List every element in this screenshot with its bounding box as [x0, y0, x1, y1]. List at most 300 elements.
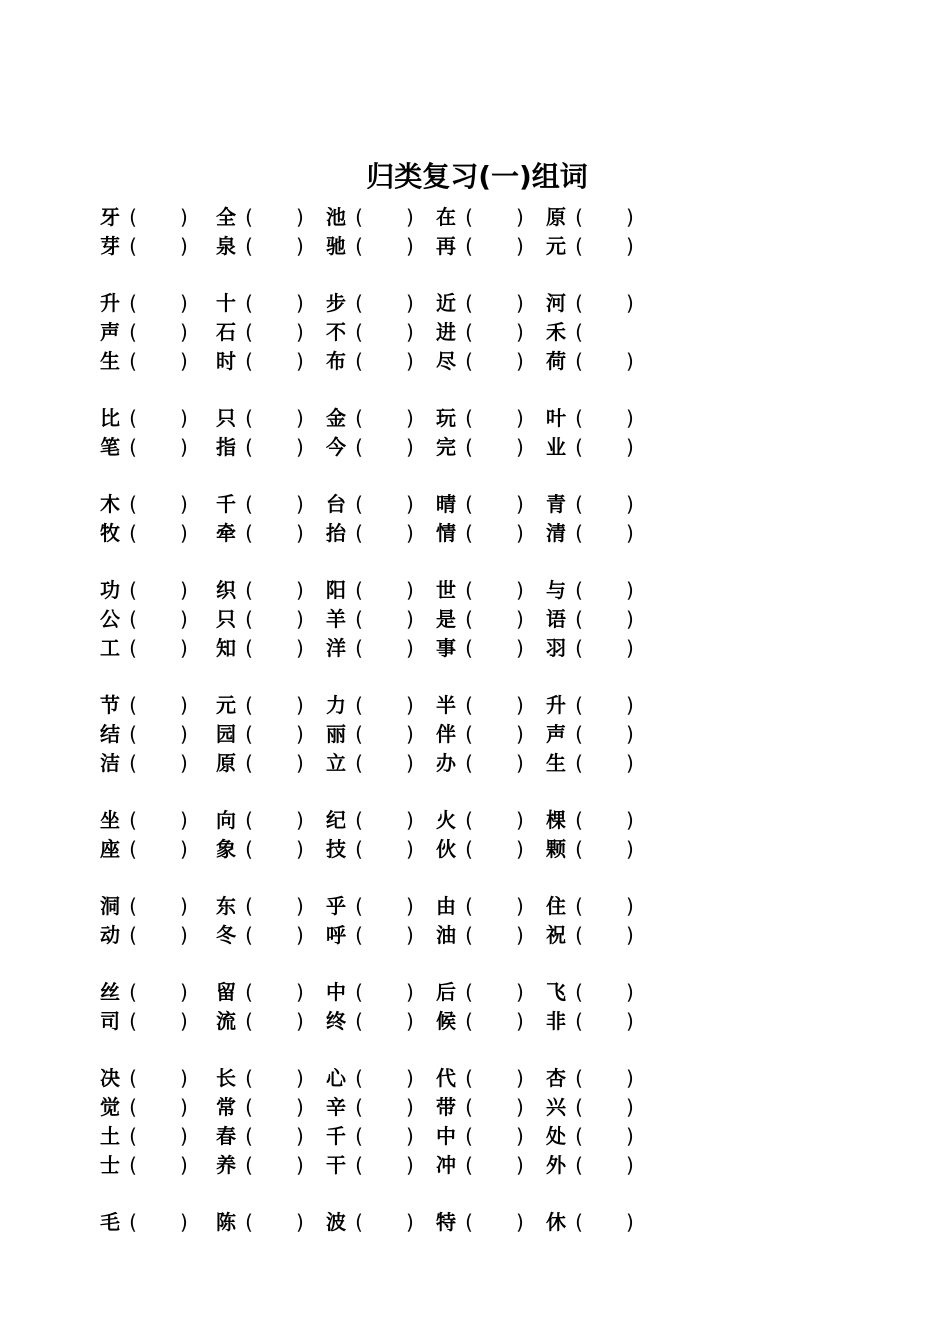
word-blank-item	[100, 347, 188, 376]
close-paren: )	[626, 1066, 634, 1090]
open-paren: (	[245, 205, 253, 229]
word-blank-item	[216, 691, 304, 720]
open-paren: (	[575, 291, 583, 315]
open-paren: (	[129, 205, 137, 229]
word-blank-item	[436, 490, 524, 519]
open-paren: (	[355, 923, 363, 947]
close-paren: )	[516, 693, 524, 717]
character: 指	[216, 435, 236, 459]
character: 生	[546, 751, 566, 775]
open-paren: (	[355, 521, 363, 545]
word-blank-item	[436, 433, 524, 462]
character: 世	[436, 578, 456, 602]
open-paren: (	[465, 521, 473, 545]
character: 象	[216, 837, 236, 861]
word-blank-item	[100, 634, 188, 663]
character: 尽	[436, 349, 456, 373]
word-blank-item	[216, 749, 304, 778]
close-paren: )	[626, 578, 634, 602]
character: 金	[326, 406, 346, 430]
open-paren: (	[575, 1153, 583, 1177]
word-blank-item	[546, 921, 634, 950]
open-paren: (	[465, 1066, 473, 1090]
open-paren: (	[575, 492, 583, 516]
character: 禾	[546, 320, 566, 344]
character: 常	[216, 1095, 236, 1119]
character: 司	[100, 1009, 120, 1033]
character: 全	[216, 205, 236, 229]
character: 元	[546, 234, 566, 258]
open-paren: (	[355, 1153, 363, 1177]
word-blank-item	[100, 921, 188, 950]
word-blank-item	[326, 634, 414, 663]
character: 向	[216, 808, 236, 832]
close-paren: )	[626, 722, 634, 746]
character: 东	[216, 894, 236, 918]
open-paren: (	[129, 1210, 137, 1234]
close-paren: )	[406, 578, 414, 602]
close-paren: )	[296, 1153, 304, 1177]
character: 工	[100, 636, 120, 660]
character: 代	[436, 1066, 456, 1090]
close-paren: )	[516, 205, 524, 229]
word-blank-item	[326, 720, 414, 749]
character: 再	[436, 234, 456, 258]
close-paren: )	[180, 234, 188, 258]
word-blank-item	[546, 691, 634, 720]
word-blank-item	[216, 576, 304, 605]
character: 士	[100, 1153, 120, 1177]
close-paren: )	[626, 406, 634, 430]
close-paren: )	[516, 980, 524, 1004]
open-paren: (	[355, 349, 363, 373]
close-paren: )	[516, 636, 524, 660]
character: 长	[216, 1066, 236, 1090]
open-paren: (	[575, 521, 583, 545]
word-blank-item	[546, 1208, 634, 1237]
open-paren: (	[129, 607, 137, 631]
character: 干	[326, 1153, 346, 1177]
character: 河	[546, 291, 566, 315]
close-paren: )	[406, 492, 414, 516]
page-title: 归类复习(一)组词	[366, 160, 588, 193]
open-paren: (	[465, 693, 473, 717]
character: 事	[436, 636, 456, 660]
close-paren: )	[406, 693, 414, 717]
character: 伴	[436, 722, 456, 746]
word-blank-item	[216, 835, 304, 864]
close-paren: )	[516, 1066, 524, 1090]
word-blank-item	[216, 921, 304, 950]
character: 候	[436, 1009, 456, 1033]
open-paren: (	[355, 808, 363, 832]
character: 半	[436, 693, 456, 717]
close-paren: )	[406, 1095, 414, 1119]
open-paren: (	[575, 693, 583, 717]
word-blank-item	[100, 404, 188, 433]
word-blank-item	[100, 1122, 188, 1151]
open-paren: (	[245, 1153, 253, 1177]
open-paren: (	[129, 722, 137, 746]
word-blank-item	[436, 605, 524, 634]
open-paren: (	[245, 1066, 253, 1090]
character: 台	[326, 492, 346, 516]
word-blank-item	[436, 232, 524, 261]
open-paren: (	[245, 492, 253, 516]
close-paren: )	[180, 923, 188, 947]
character: 洋	[326, 636, 346, 660]
character: 情	[436, 521, 456, 545]
character: 休	[546, 1210, 566, 1234]
open-paren: (	[129, 837, 137, 861]
close-paren: )	[180, 1095, 188, 1119]
open-paren: (	[465, 1009, 473, 1033]
close-paren: )	[626, 1009, 634, 1033]
word-blank-item	[546, 1064, 634, 1093]
close-paren: )	[180, 578, 188, 602]
character: 坐	[100, 808, 120, 832]
character: 羽	[546, 636, 566, 660]
close-paren: )	[296, 1095, 304, 1119]
open-paren: (	[129, 435, 137, 459]
word-blank-item	[436, 404, 524, 433]
word-blank-item	[326, 921, 414, 950]
close-paren: )	[406, 1066, 414, 1090]
word-blank-item	[216, 490, 304, 519]
close-paren: )	[180, 1153, 188, 1177]
character: 不	[326, 320, 346, 344]
character: 千	[216, 492, 236, 516]
open-paren: (	[355, 234, 363, 258]
open-paren: (	[355, 291, 363, 315]
open-paren: (	[575, 234, 583, 258]
character: 完	[436, 435, 456, 459]
open-paren: (	[465, 980, 473, 1004]
character: 功	[100, 578, 120, 602]
character: 生	[100, 349, 120, 373]
character: 声	[546, 722, 566, 746]
close-paren: )	[180, 521, 188, 545]
close-paren: )	[180, 320, 188, 344]
close-paren: )	[296, 291, 304, 315]
open-paren: (	[465, 320, 473, 344]
character: 十	[216, 291, 236, 315]
character: 节	[100, 693, 120, 717]
open-paren: (	[575, 980, 583, 1004]
character: 外	[546, 1153, 566, 1177]
word-blank-item	[326, 289, 414, 318]
open-paren: (	[129, 894, 137, 918]
word-blank-item	[326, 1093, 414, 1122]
word-blank-item	[100, 835, 188, 864]
word-blank-item	[436, 720, 524, 749]
open-paren: (	[575, 923, 583, 947]
open-paren: (	[245, 980, 253, 1004]
close-paren: )	[406, 1210, 414, 1234]
word-blank-item	[326, 490, 414, 519]
character: 非	[546, 1009, 566, 1033]
word-blank-item	[100, 978, 188, 1007]
open-paren: (	[355, 435, 363, 459]
character: 养	[216, 1153, 236, 1177]
open-paren: (	[355, 406, 363, 430]
open-paren: (	[245, 406, 253, 430]
open-paren: (	[129, 291, 137, 315]
word-blank-item	[216, 1208, 304, 1237]
word-blank-item	[216, 1122, 304, 1151]
character: 声	[100, 320, 120, 344]
word-blank-item	[326, 347, 414, 376]
close-paren: )	[626, 205, 634, 229]
open-paren: (	[575, 1095, 583, 1119]
open-paren: (	[129, 980, 137, 1004]
character: 棵	[546, 808, 566, 832]
word-blank-item	[436, 347, 524, 376]
close-paren: )	[296, 636, 304, 660]
open-paren: (	[129, 923, 137, 947]
open-paren: (	[129, 578, 137, 602]
open-paren: (	[465, 1210, 473, 1234]
word-blank-item	[326, 433, 414, 462]
word-blank-item	[436, 1007, 524, 1036]
close-paren: )	[180, 607, 188, 631]
word-blank-item	[436, 634, 524, 663]
character: 原	[546, 205, 566, 229]
character: 牧	[100, 521, 120, 545]
word-blank-item	[436, 691, 524, 720]
close-paren: )	[180, 1210, 188, 1234]
character: 驰	[326, 234, 346, 258]
open-paren: (	[465, 291, 473, 315]
close-paren: )	[406, 894, 414, 918]
word-blank-item	[100, 806, 188, 835]
close-paren: )	[296, 435, 304, 459]
character: 飞	[546, 980, 566, 1004]
word-blank-item	[546, 892, 634, 921]
close-paren: )	[406, 923, 414, 947]
word-blank-item	[436, 835, 524, 864]
word-blank-item	[546, 404, 634, 433]
open-paren: (	[355, 1124, 363, 1148]
character: 步	[326, 291, 346, 315]
character: 祝	[546, 923, 566, 947]
word-blank-item	[216, 404, 304, 433]
word-blank-item	[326, 1122, 414, 1151]
close-paren: )	[406, 205, 414, 229]
character: 办	[436, 751, 456, 775]
word-blank-item	[100, 1093, 188, 1122]
word-blank-item	[326, 232, 414, 261]
word-blank-item	[436, 892, 524, 921]
character: 园	[216, 722, 236, 746]
close-paren: )	[626, 234, 634, 258]
open-paren: (	[245, 521, 253, 545]
word-blank-item	[326, 1208, 414, 1237]
close-paren: )	[406, 636, 414, 660]
close-paren: )	[180, 435, 188, 459]
word-blank-item	[326, 1007, 414, 1036]
character: 织	[216, 578, 236, 602]
open-paren: (	[355, 1066, 363, 1090]
word-blank-item	[436, 318, 524, 347]
character: 公	[100, 607, 120, 631]
close-paren: )	[296, 492, 304, 516]
character: 纪	[326, 808, 346, 832]
close-paren: )	[626, 1210, 634, 1234]
open-paren: (	[575, 1124, 583, 1148]
open-paren: (	[129, 1066, 137, 1090]
close-paren: )	[626, 291, 634, 315]
open-paren: (	[245, 751, 253, 775]
character: 毛	[100, 1210, 120, 1234]
word-blank-item	[546, 203, 634, 232]
close-paren: )	[296, 578, 304, 602]
open-paren: (	[129, 492, 137, 516]
open-paren: (	[465, 435, 473, 459]
character: 牙	[100, 205, 120, 229]
open-paren: (	[575, 894, 583, 918]
character: 池	[326, 205, 346, 229]
close-paren: )	[626, 751, 634, 775]
character: 火	[436, 808, 456, 832]
character: 升	[546, 693, 566, 717]
open-paren: (	[245, 1095, 253, 1119]
open-paren: (	[245, 837, 253, 861]
close-paren: )	[296, 234, 304, 258]
open-paren: (	[355, 1095, 363, 1119]
close-paren: )	[296, 923, 304, 947]
word-blank-item	[546, 232, 634, 261]
word-blank-item	[100, 892, 188, 921]
word-blank-item	[100, 691, 188, 720]
open-paren: (	[355, 722, 363, 746]
word-blank-item	[436, 806, 524, 835]
close-paren: )	[180, 894, 188, 918]
open-paren: (	[465, 492, 473, 516]
close-paren: )	[296, 607, 304, 631]
close-paren: )	[626, 693, 634, 717]
close-paren: )	[180, 693, 188, 717]
character: 千	[326, 1124, 346, 1148]
open-paren: (	[245, 894, 253, 918]
close-paren: )	[516, 492, 524, 516]
character: 处	[546, 1124, 566, 1148]
character: 技	[326, 837, 346, 861]
close-paren: )	[180, 1009, 188, 1033]
close-paren: )	[406, 521, 414, 545]
close-paren: )	[626, 894, 634, 918]
word-blank-item	[326, 1064, 414, 1093]
close-paren: )	[180, 406, 188, 430]
word-blank-item	[546, 1093, 634, 1122]
close-paren: )	[626, 521, 634, 545]
word-blank-item	[436, 203, 524, 232]
character: 决	[100, 1066, 120, 1090]
word-blank-item	[326, 892, 414, 921]
word-blank-item	[326, 605, 414, 634]
word-blank-item	[326, 203, 414, 232]
word-blank-item	[436, 1093, 524, 1122]
word-blank-item	[326, 1151, 414, 1180]
open-paren: (	[129, 1095, 137, 1119]
word-blank-item	[216, 433, 304, 462]
word-blank-item	[100, 289, 188, 318]
close-paren: )	[180, 636, 188, 660]
close-paren: )	[296, 1009, 304, 1033]
word-blank-item	[100, 203, 188, 232]
close-paren: )	[516, 1153, 524, 1177]
open-paren: (	[575, 1066, 583, 1090]
close-paren: )	[296, 693, 304, 717]
open-paren: (	[355, 751, 363, 775]
open-paren: (	[355, 492, 363, 516]
close-paren: )	[516, 435, 524, 459]
word-blank-item	[436, 749, 524, 778]
close-paren: )	[516, 349, 524, 373]
close-paren: )	[626, 837, 634, 861]
character: 中	[436, 1124, 456, 1148]
close-paren: )	[626, 1124, 634, 1148]
close-paren: )	[626, 980, 634, 1004]
open-paren: (	[129, 406, 137, 430]
character: 辛	[326, 1095, 346, 1119]
close-paren: )	[626, 1153, 634, 1177]
character: 晴	[436, 492, 456, 516]
word-blank-item	[546, 1007, 634, 1036]
word-blank-item	[436, 921, 524, 950]
close-paren: )	[180, 722, 188, 746]
character: 特	[436, 1210, 456, 1234]
character: 在	[436, 205, 456, 229]
open-paren: (	[575, 607, 583, 631]
open-paren: (	[129, 693, 137, 717]
close-paren: )	[516, 1095, 524, 1119]
close-paren: )	[626, 435, 634, 459]
open-paren: (	[575, 1009, 583, 1033]
word-blank-item	[436, 1064, 524, 1093]
word-blank-item	[216, 605, 304, 634]
open-paren: (	[465, 1153, 473, 1177]
word-blank-item	[216, 519, 304, 548]
close-paren: )	[516, 320, 524, 344]
word-blank-item	[216, 892, 304, 921]
open-paren: (	[129, 751, 137, 775]
character: 杏	[546, 1066, 566, 1090]
word-blank-item	[100, 1064, 188, 1093]
word-blank-item	[436, 289, 524, 318]
open-paren: (	[465, 1095, 473, 1119]
close-paren: )	[296, 205, 304, 229]
word-blank-item	[326, 691, 414, 720]
close-paren: )	[626, 492, 634, 516]
character: 进	[436, 320, 456, 344]
open-paren: (	[465, 349, 473, 373]
close-paren: )	[516, 607, 524, 631]
character: 语	[546, 607, 566, 631]
character: 青	[546, 492, 566, 516]
word-blank-item	[216, 806, 304, 835]
character: 终	[326, 1009, 346, 1033]
word-blank-item	[326, 404, 414, 433]
open-paren: (	[575, 578, 583, 602]
character: 觉	[100, 1095, 120, 1119]
character: 是	[436, 607, 456, 631]
word-blank-item	[216, 1093, 304, 1122]
word-blank-item	[546, 1122, 634, 1151]
close-paren: )	[296, 894, 304, 918]
close-paren: )	[406, 837, 414, 861]
close-paren: )	[180, 980, 188, 1004]
